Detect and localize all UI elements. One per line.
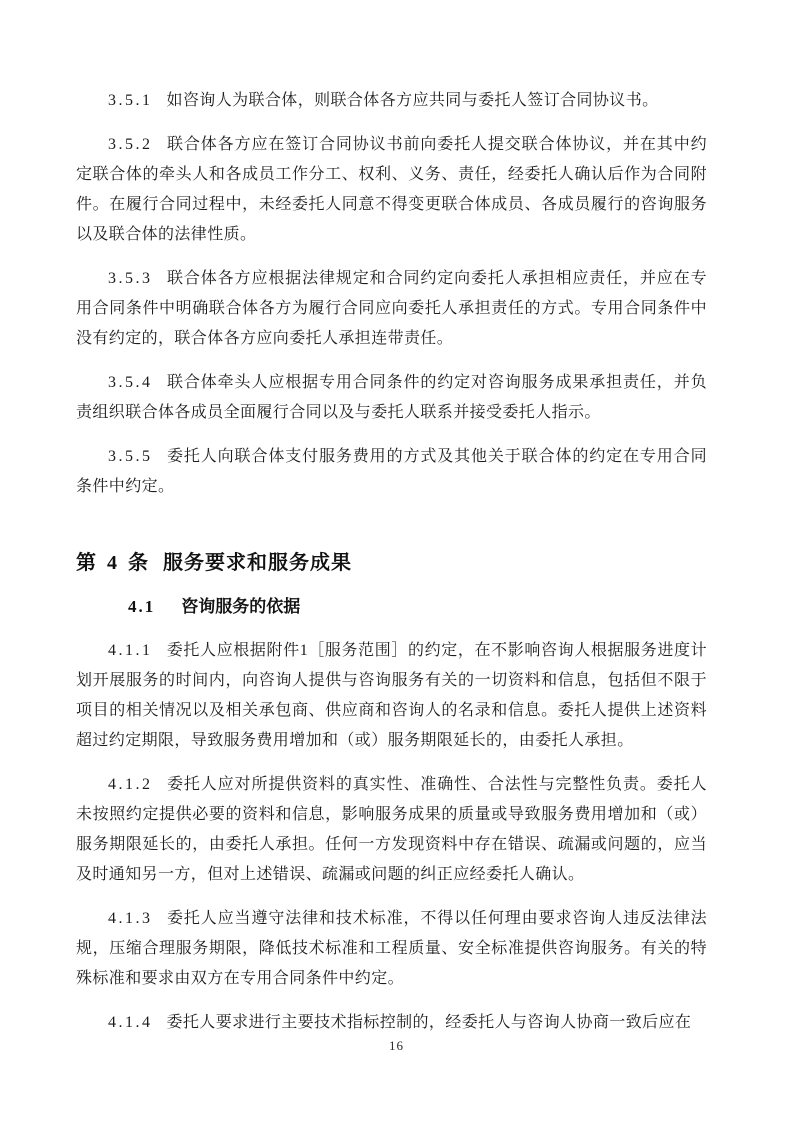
clause-3-5-3 (76, 264, 707, 354)
clause-text: 委托人向联合体支付服务费用的方式及其他关于联合体的约定在专用合同条件中约定。 (76, 448, 707, 495)
clause-number: 3.5.4 (108, 374, 153, 391)
clause-text: 联合体各方应在签订合同协议书前向委托人提交联合体协议，并在其中约定联合体的牵头人和各成员工作分工、权利、义务、责任，经委托人确认后作为合同附件。在履行合同过程中，未经委托人同意不得变更联合体成员、各成员履行的咨询服务以及联合体的法律性质。 (76, 136, 707, 243)
clause-3-5-4 (76, 368, 707, 428)
clause-3-5-2 (76, 130, 707, 250)
section-title: 咨询服务的依据 (181, 597, 301, 616)
article-4-heading (76, 548, 707, 578)
clause-4-1-4 (76, 1008, 707, 1038)
clause-text: 委托人要求进行主要技术指标控制的，经委托人与咨询人协商一致后应在 (166, 1014, 692, 1031)
page-number: 16 (389, 1038, 404, 1053)
clause-text: 委托人应对所提供资料的真实性、准确性、合法性与完整性负责。委托人未按照约定提供必要的资料和信息，影响服务成果的质量或导致服务费用增加和（或）服务期限延长的，由委托人承担。任何一方发现资料中存在错误、疏漏或问题的，应当及时通知另一方，但对上述错误、疏漏或问题的纠正应经委托人确认。 (76, 776, 707, 883)
clause-number: 4.1.4 (108, 1014, 153, 1031)
clause-number: 4.1.2 (108, 776, 153, 793)
section-4-1-heading (76, 592, 707, 622)
clause-number: 3.5.3 (108, 270, 153, 287)
clause-number: 3.5.5 (108, 448, 153, 465)
clause-number: 3.5.2 (108, 136, 153, 153)
clause-number: 4.1.1 (108, 642, 153, 659)
clause-4-1-3 (76, 904, 707, 994)
document-body (76, 86, 707, 1038)
clause-number: 4.1.3 (108, 910, 153, 927)
clause-3-5-1 (76, 86, 707, 116)
clause-text: 联合体牵头人应根据专用合同条件的约定对咨询服务成果承担责任，并负责组织联合体各成员全面履行合同以及与委托人联系并接受委托人指示。 (76, 374, 707, 421)
clause-number: 3.5.1 (108, 92, 153, 109)
clause-text: 联合体各方应根据法律规定和合同约定向委托人承担相应责任，并应在专用合同条件中明确联合体各方为履行合同应向委托人承担责任的方式。专用合同条件中没有约定的，联合体各方应向委托人承担连带责任。 (76, 270, 707, 347)
section-number: 4.1 (128, 597, 156, 616)
clause-text: 如咨询人为联合体，则联合体各方应共同与委托人签订合同协议书。 (166, 92, 659, 109)
clause-3-5-5 (76, 442, 707, 502)
article-number: 第 4 条 (76, 552, 151, 574)
clause-4-1-1 (76, 636, 707, 756)
clause-text: 委托人应根据附件1［服务范围］的约定，在不影响咨询人根据服务进度计划开展服务的时间内，向咨询人提供与咨询服务有关的一切资料和信息，包括但不限于项目的相关情况以及相关承包商、供应商和咨询人的名录和信息。委托人提供上述资料超过约定期限，导致服务费用增加和（或）服务期限延长的，由委托人承担。 (76, 642, 707, 749)
article-title: 服务要求和服务成果 (163, 552, 352, 574)
clause-text: 委托人应当遵守法律和技术标准，不得以任何理由要求咨询人违反法律法规，压缩合理服务期限，降低技术标准和工程质量、安全标准提供咨询服务。有关的特殊标准和要求由双方在专用合同条件中约定。 (76, 910, 707, 987)
clause-4-1-2 (76, 770, 707, 890)
